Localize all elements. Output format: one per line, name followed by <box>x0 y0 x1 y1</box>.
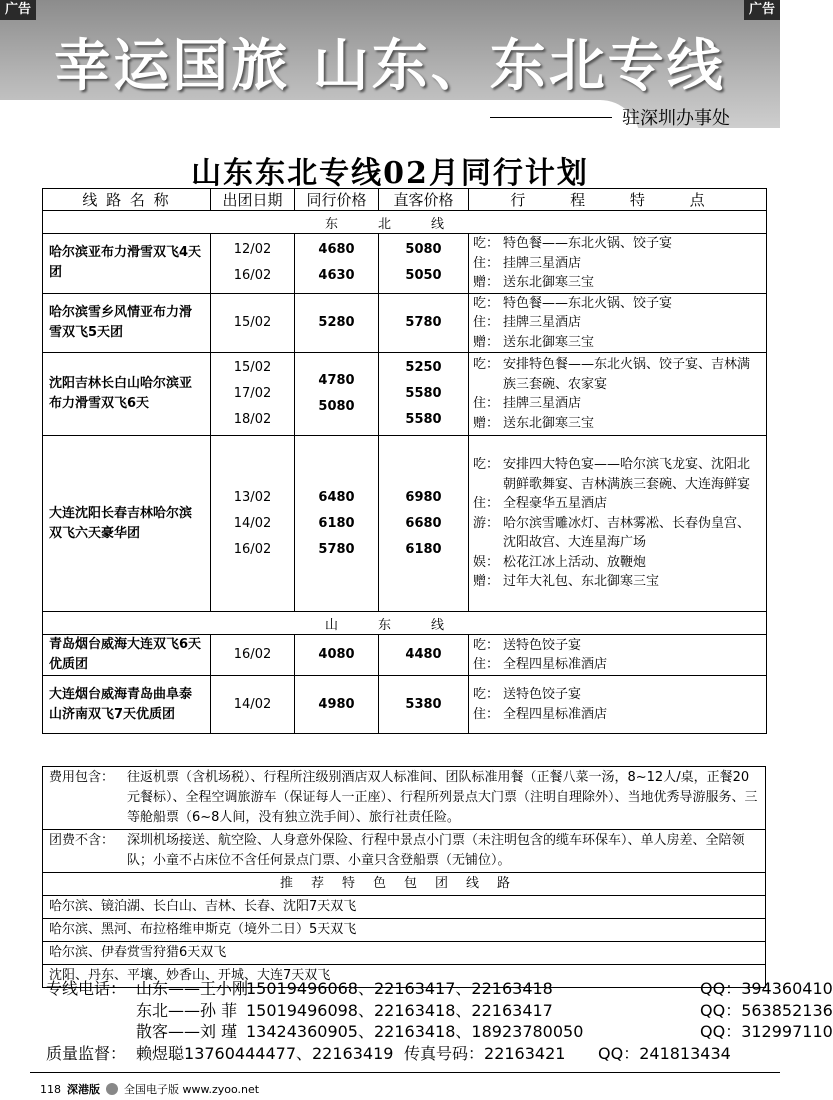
direct-price: 5380 <box>405 696 442 712</box>
date: 14/02 <box>233 696 272 712</box>
feature-key: 赠： <box>473 275 500 290</box>
direct-price: 5250 <box>405 360 442 375</box>
date: 16/02 <box>233 647 272 662</box>
quality-row <box>46 1043 833 1065</box>
ad-label-left: 广告 <box>0 0 36 20</box>
direct-price: 6180 <box>405 541 442 557</box>
peer-price: 6480 <box>318 489 355 505</box>
feature-key: 吃： <box>473 236 500 251</box>
feature-key: 吃： <box>473 357 500 372</box>
recommend-item: 哈尔滨、黑河、布拉格维申斯克（境外二日）5天双飞 <box>43 919 766 942</box>
contact-row <box>46 1000 833 1022</box>
peer-price: 4980 <box>318 696 355 712</box>
region-northeast: 东北线 <box>43 211 767 234</box>
footer-divider <box>30 1072 780 1073</box>
date: 15/02 <box>233 360 272 375</box>
quality-qq: QQ：241813434 <box>598 1043 731 1063</box>
peer-price: 5080 <box>318 399 355 414</box>
feature-value: 安排四大特色宴——哈尔滨飞龙宴、沈阳北朝鲜歌舞宴、吉林满族三套碗、大连海鲜宴 <box>503 457 751 492</box>
feature-key: 住： <box>473 255 500 271</box>
excluded-label: 团费不含： <box>49 833 115 848</box>
info-table <box>42 766 766 988</box>
header-route-name: 线 路 名 称 <box>43 189 211 211</box>
peer-price: 4630 <box>318 268 355 284</box>
route-name: 哈尔滨雪乡风情亚布力滑雪双飞5天团 <box>43 293 211 353</box>
feature-value: 挂牌三星酒店 <box>503 315 582 330</box>
feature-value: 安排特色餐——东北火锅、饺子宴、吉林满族三套碗、农家宴 <box>503 357 751 392</box>
feature-key: 游： <box>473 515 500 531</box>
feature-key: 住： <box>473 657 500 672</box>
feature-value: 送特色饺子宴 <box>503 687 582 702</box>
feature-value: 特色餐——东北火锅、饺子宴 <box>503 236 673 251</box>
date: 16/02 <box>233 541 272 557</box>
publisher-logo-icon <box>106 1083 118 1095</box>
feature-key: 住： <box>473 315 500 330</box>
fax-number: 22163421 <box>484 1043 566 1063</box>
feature-key: 吃： <box>473 457 500 473</box>
feature-key: 住： <box>473 496 500 512</box>
direct-price: 5780 <box>405 314 442 330</box>
direct-price: 6980 <box>405 489 442 505</box>
route-features <box>469 353 767 436</box>
included-row <box>43 767 766 830</box>
site-link[interactable]: 全国电子版 www.zyoo.net <box>124 1083 260 1096</box>
peer-price: 5280 <box>318 314 355 330</box>
contact-row <box>46 1021 833 1043</box>
feature-key: 娱： <box>473 554 500 570</box>
office-label: 驻深圳办事处 <box>622 108 730 129</box>
direct-price: 5080 <box>405 242 442 258</box>
peer-price: 4780 <box>318 373 355 388</box>
route-dates <box>211 234 295 294</box>
quality-name: 赖煜聪 <box>136 1043 185 1063</box>
header-itinerary-features: 行 程 特 点 <box>469 189 767 211</box>
feature-value: 特色餐——东北火锅、饺子宴 <box>503 295 673 311</box>
feature-key: 吃： <box>473 637 500 653</box>
header-peer-price: 同行价格 <box>295 189 379 211</box>
route-dates <box>211 353 295 436</box>
excluded-row <box>43 830 766 873</box>
route-peer-prices <box>295 635 379 676</box>
contact-name: 山东——王小刚 <box>136 979 249 998</box>
table-row <box>43 293 767 353</box>
route-table <box>42 188 767 734</box>
recommend-item: 哈尔滨、镜泊湖、长白山、吉林、长春、沈阳7天双飞 <box>43 896 766 919</box>
feature-key: 住： <box>473 706 500 722</box>
contact-phones: 15019496098、22163418、22163417 <box>246 1000 553 1020</box>
ad-label-right: 广告 <box>744 0 780 20</box>
region-row-shandong <box>43 612 767 635</box>
feature-key: 赠： <box>473 415 500 431</box>
route-features <box>469 293 767 353</box>
table-row <box>43 353 767 436</box>
feature-key: 赠： <box>473 574 500 590</box>
feature-value: 全程四星标准酒店 <box>503 706 608 722</box>
route-peer-prices <box>295 436 379 612</box>
page-number: 118 <box>40 1082 61 1096</box>
contact-row <box>46 978 833 1000</box>
table-row <box>43 676 767 734</box>
feature-value: 全程四星标准酒店 <box>503 657 608 672</box>
list-item <box>43 896 766 919</box>
date: 17/02 <box>233 386 272 401</box>
contact-qq: QQ：394360410 <box>700 979 833 998</box>
list-item <box>43 942 766 965</box>
included-text: 往返机票（含机场税）、行程所注级别酒店双人标准间、团队标准用餐（正餐八菜一汤，8~12人/桌，正餐20元餐标）、全程空调旅游车（保证每人一正座）、行程所列景点大门票（注明自理除外）、当地优秀导游服务、三等舱船票（6~8人间，没有独立洗手间）、旅行社责任险。 <box>127 770 758 825</box>
direct-price: 4480 <box>405 647 442 662</box>
contact-name: 东北——孙 菲 <box>136 1000 238 1020</box>
route-dates <box>211 635 295 676</box>
route-name: 沈阳吉林长白山哈尔滨亚布力滑雪双飞6天 <box>43 353 211 436</box>
route-features <box>469 436 767 612</box>
direct-price: 5580 <box>405 386 442 401</box>
included-label: 费用包含： <box>49 770 115 785</box>
office-divider <box>490 117 612 118</box>
feature-value: 松花江冰上活动、放鞭炮 <box>503 554 647 570</box>
date: 15/02 <box>233 314 272 330</box>
route-name: 青岛烟台威海大连双飞6天优质团 <box>43 635 211 676</box>
peer-price: 4680 <box>318 242 355 258</box>
region-row-northeast <box>43 211 767 234</box>
feature-key: 赠： <box>473 334 500 350</box>
feature-key: 住： <box>473 396 500 411</box>
contacts <box>46 978 833 1064</box>
date: 14/02 <box>233 515 272 531</box>
feature-key: 吃： <box>473 295 500 311</box>
route-dates <box>211 293 295 353</box>
contact-qq: QQ：312997110 <box>700 1022 833 1041</box>
contact-phones: 13424360905、22163418、18923780050 <box>246 1022 584 1041</box>
recommend-heading-row <box>43 873 766 896</box>
date: 16/02 <box>233 268 272 284</box>
peer-price: 4080 <box>318 647 355 662</box>
contact-phones: 15019496068、22163417、22163418 <box>246 979 553 998</box>
direct-price: 6680 <box>405 515 442 531</box>
direct-price: 5580 <box>405 412 442 427</box>
fax-label: 传真号码： <box>404 1043 485 1063</box>
quality-phones: 13760444477、22163419 <box>184 1043 394 1063</box>
route-peer-prices <box>295 676 379 734</box>
recommend-item: 哈尔滨、伊春赏雪狩猎6天双飞 <box>43 942 766 965</box>
route-dates <box>211 676 295 734</box>
plan-title: 山东东北专线02月同行计划 <box>191 156 589 191</box>
feature-value: 送东北御寒三宝 <box>503 415 595 431</box>
feature-value: 哈尔滨雪雕冰灯、吉林雾凇、长春伪皇宫、沈阳故宫、大连星海广场 <box>503 515 751 551</box>
route-peer-prices <box>295 234 379 294</box>
feature-value: 挂牌三星酒店 <box>503 396 582 411</box>
route-direct-prices <box>379 676 469 734</box>
date: 18/02 <box>233 412 272 427</box>
peer-price: 5780 <box>318 541 355 557</box>
region-shandong: 山东线 <box>43 612 767 635</box>
footer <box>40 1081 259 1097</box>
header-departure-date: 出团日期 <box>211 189 295 211</box>
route-direct-prices <box>379 353 469 436</box>
feature-value: 过年大礼包、东北御寒三宝 <box>503 574 660 590</box>
route-name: 哈尔滨亚布力滑雪双飞4天团 <box>43 234 211 294</box>
feature-value: 送东北御寒三宝 <box>503 275 595 290</box>
contact-qq: QQ：563852136 <box>700 1000 833 1020</box>
route-features <box>469 635 767 676</box>
date: 12/02 <box>233 242 272 258</box>
route-direct-prices <box>379 293 469 353</box>
quality-label: 质量监督： <box>46 1043 127 1063</box>
feature-value: 送特色饺子宴 <box>503 637 582 653</box>
feature-value: 挂牌三星酒店 <box>503 255 582 271</box>
route-features <box>469 676 767 734</box>
table-row <box>43 234 767 294</box>
feature-value: 全程豪华五星酒店 <box>503 496 608 512</box>
route-direct-prices <box>379 234 469 294</box>
date: 13/02 <box>233 489 272 505</box>
peer-price: 6180 <box>318 515 355 531</box>
recommend-item: 沈阳、丹东、平壤、妙香山、开城、大连7天双飞 <box>43 965 766 988</box>
list-item <box>43 919 766 942</box>
edition-label: 深港版 <box>67 1083 100 1096</box>
excluded-text: 深圳机场接送、航空险、人身意外保险、行程中景点小门票（未注明包含的缆车环保车）、单人房差、全陪领队；小童不占床位不含任何景点门票、小童只含登船票（无铺位）。 <box>127 833 745 868</box>
route-peer-prices <box>295 293 379 353</box>
route-name: 大连烟台威海青岛曲阜泰山济南双飞7天优质团 <box>43 676 211 734</box>
feature-value: 送东北御寒三宝 <box>503 334 595 350</box>
header-direct-price: 直客价格 <box>379 189 469 211</box>
route-name: 大连沈阳长春吉林哈尔滨双飞六天豪华团 <box>43 436 211 612</box>
hotline-label: 专线电话： <box>46 979 127 998</box>
banner-title: 幸运国旅 山东、东北专线 <box>54 34 726 99</box>
contact-name: 散客——刘 瑾 <box>136 1022 238 1041</box>
route-direct-prices <box>379 436 469 612</box>
route-dates <box>211 436 295 612</box>
table-row <box>43 635 767 676</box>
route-features <box>469 234 767 294</box>
direct-price: 5050 <box>405 268 442 284</box>
recommend-heading: 推荐特色包团线路 <box>43 873 766 896</box>
table-header-row <box>43 189 767 211</box>
feature-key: 吃： <box>473 687 500 702</box>
route-direct-prices <box>379 635 469 676</box>
table-row <box>43 436 767 612</box>
route-peer-prices <box>295 353 379 436</box>
